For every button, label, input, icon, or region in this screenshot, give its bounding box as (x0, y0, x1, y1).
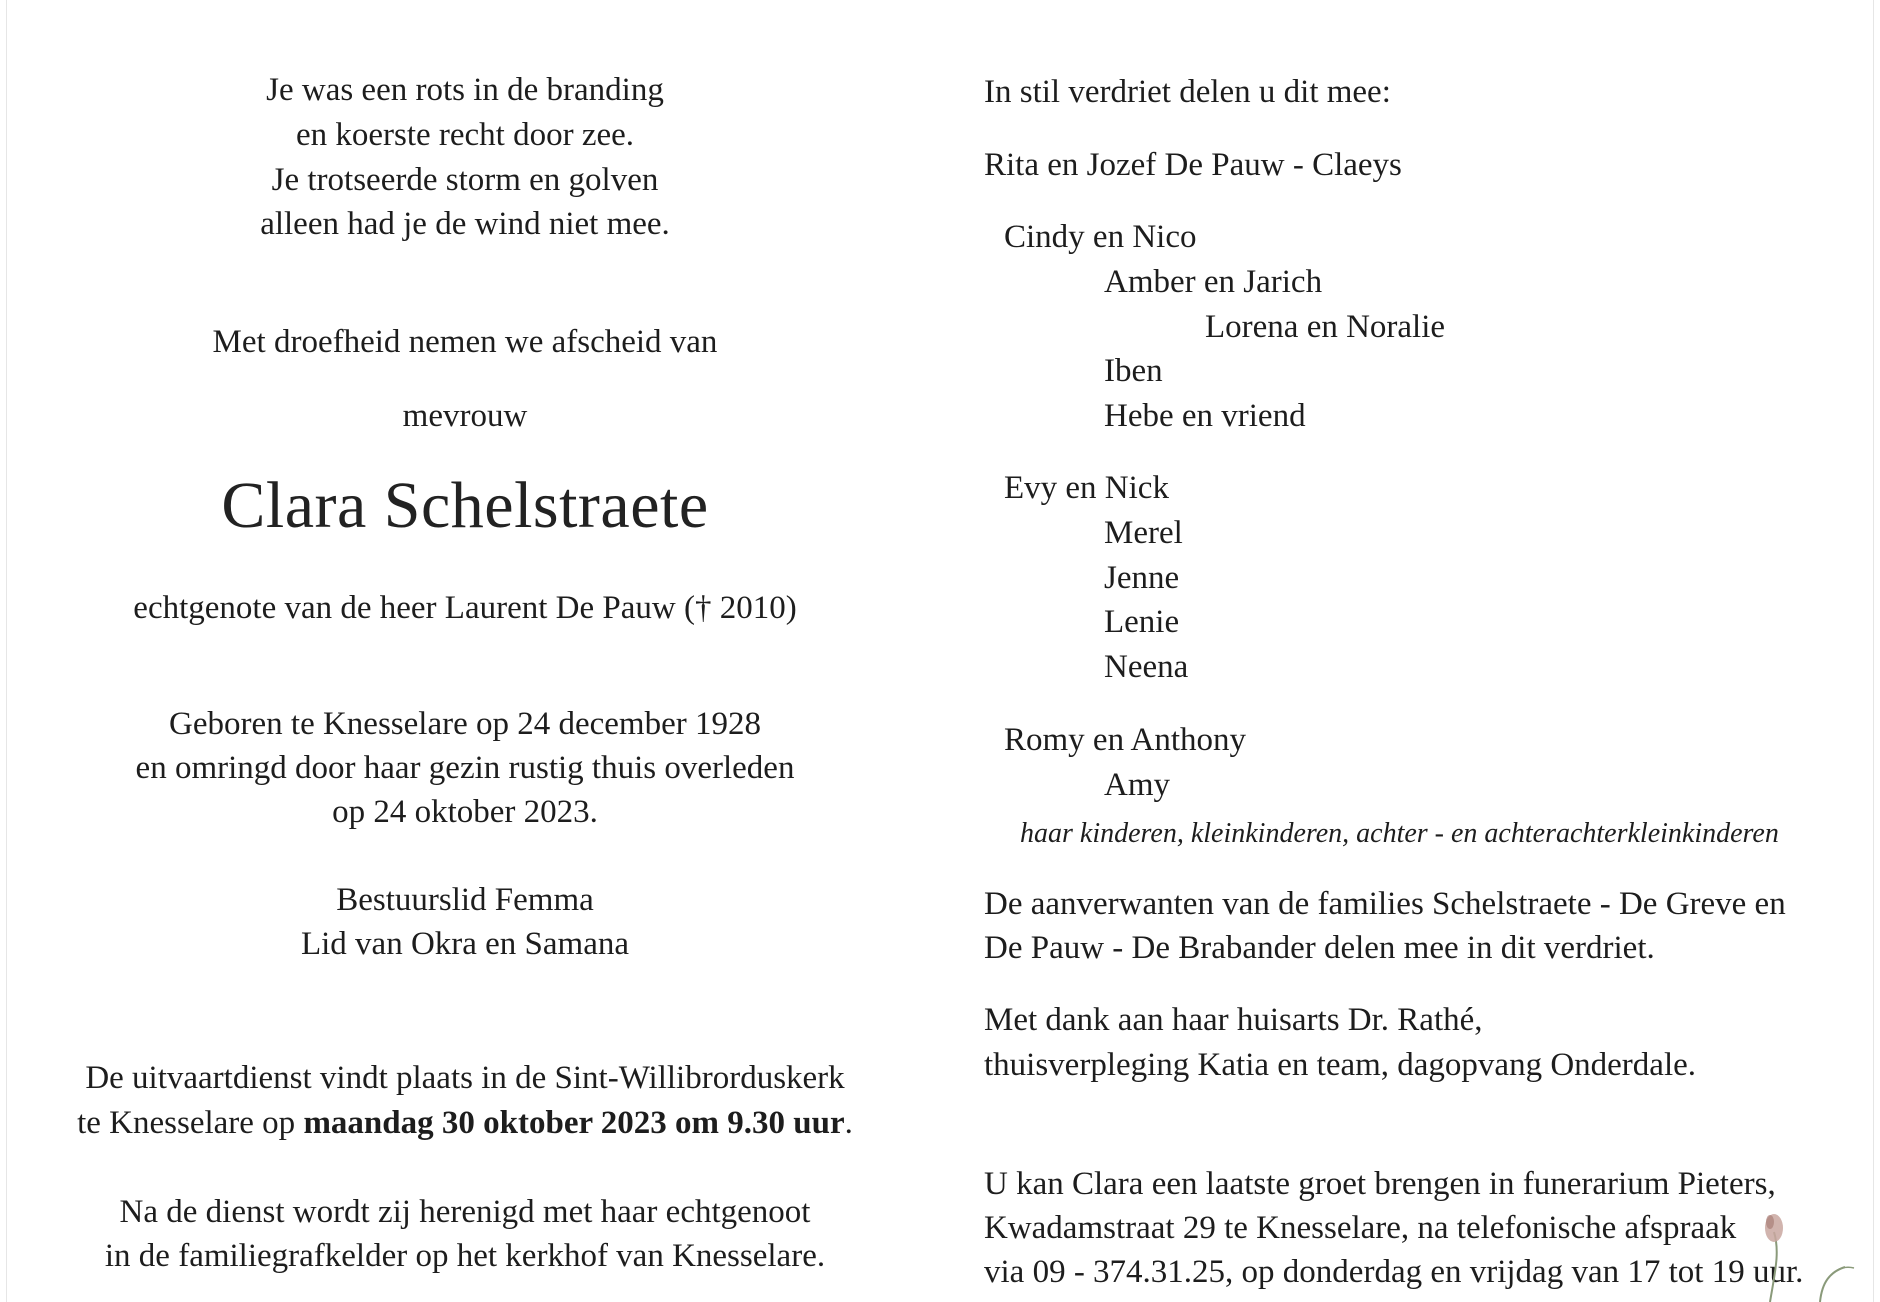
birth-death-line: op 24 oktober 2023. (332, 794, 598, 830)
poem-line: Je was een rots in de branding (266, 72, 664, 108)
service-line (0, 1101, 930, 1145)
family-member: Hebe en vriend (1104, 398, 1306, 434)
title-prefix: mevrouw (402, 398, 528, 434)
family-member: Amber en Jarich (1104, 264, 1323, 300)
thanks-line: Met dank aan haar huisarts Dr. Rathé, (984, 1002, 1483, 1038)
service-prefix: te Knesselare op (77, 1105, 304, 1141)
family-member: Amy (1104, 767, 1170, 803)
poem-line: en koerste recht door zee. (295, 117, 635, 153)
family-member: Rita en Jozef De Pauw - Claeys (984, 147, 1402, 183)
family-member: Neena (1104, 649, 1189, 685)
family-member: Lenie (1104, 604, 1180, 640)
membership-line: Bestuurslid Femma (336, 882, 594, 918)
spouse-line: echtgenote van de heer Laurent De Pauw († 2010) (133, 590, 797, 626)
birth-death-line: Geboren te Knesselare op 24 december 1928 (169, 706, 761, 742)
family-member: Jenne (1104, 560, 1180, 596)
service-line: De uitvaartdienst vindt plaats in de Sint-Willibrorduskerk (85, 1060, 845, 1096)
burial-line: in de familiegrafkelder op het kerkhof van Knesselare. (104, 1238, 826, 1274)
family-member: Lorena en Noralie (1205, 309, 1446, 345)
service-date: maandag 30 oktober 2023 om 9.30 uur (303, 1105, 845, 1141)
relatives-line: De aanverwanten van de families Schelstraete - De Greve en (984, 886, 1786, 922)
announcement: In stil verdriet delen u dit mee: (984, 74, 1391, 110)
family-member: Merel (1104, 515, 1183, 551)
service-suffix: . (844, 1105, 853, 1141)
visitation-line: U kan Clara een laatste groet brengen in funerarium Pieters, (984, 1166, 1776, 1202)
family-caption: haar kinderen, kleinkinderen, achter - en achterachterkleinkinderen (1020, 818, 1779, 849)
family-member: Romy en Anthony (1004, 722, 1247, 758)
intro-text: Met droefheid nemen we afscheid van (212, 324, 718, 360)
poem-line: Je trotseerde storm en golven (271, 162, 659, 198)
family-member: Iben (1104, 353, 1163, 389)
visitation-line: Kwadamstraat 29 te Knesselare, na telefonische afspraak (984, 1210, 1737, 1246)
visitation-line: via 09 - 374.31.25, op donderdag en vrijdag van 17 tot 19 uur. (984, 1254, 1804, 1290)
relatives-line: De Pauw - De Brabander delen mee in dit verdriet. (984, 930, 1655, 966)
card-right-edge (1873, 0, 1874, 1302)
membership-line: Lid van Okra en Samana (300, 926, 630, 962)
family-member: Evy en Nick (1004, 470, 1169, 506)
thanks-line: thuisverpleging Katia en team, dagopvang Onderdale. (984, 1047, 1697, 1083)
flower-decoration-icon (1750, 1192, 1860, 1302)
poem-line: alleen had je de wind niet mee. (260, 206, 670, 242)
family-member: Cindy en Nico (1004, 219, 1197, 255)
burial-line: Na de dienst wordt zij herenigd met haar echtgenoot (119, 1194, 811, 1230)
birth-death-line: en omringd door haar gezin rustig thuis overleden (135, 750, 795, 786)
deceased-name: Clara Schelstraete (221, 469, 709, 542)
